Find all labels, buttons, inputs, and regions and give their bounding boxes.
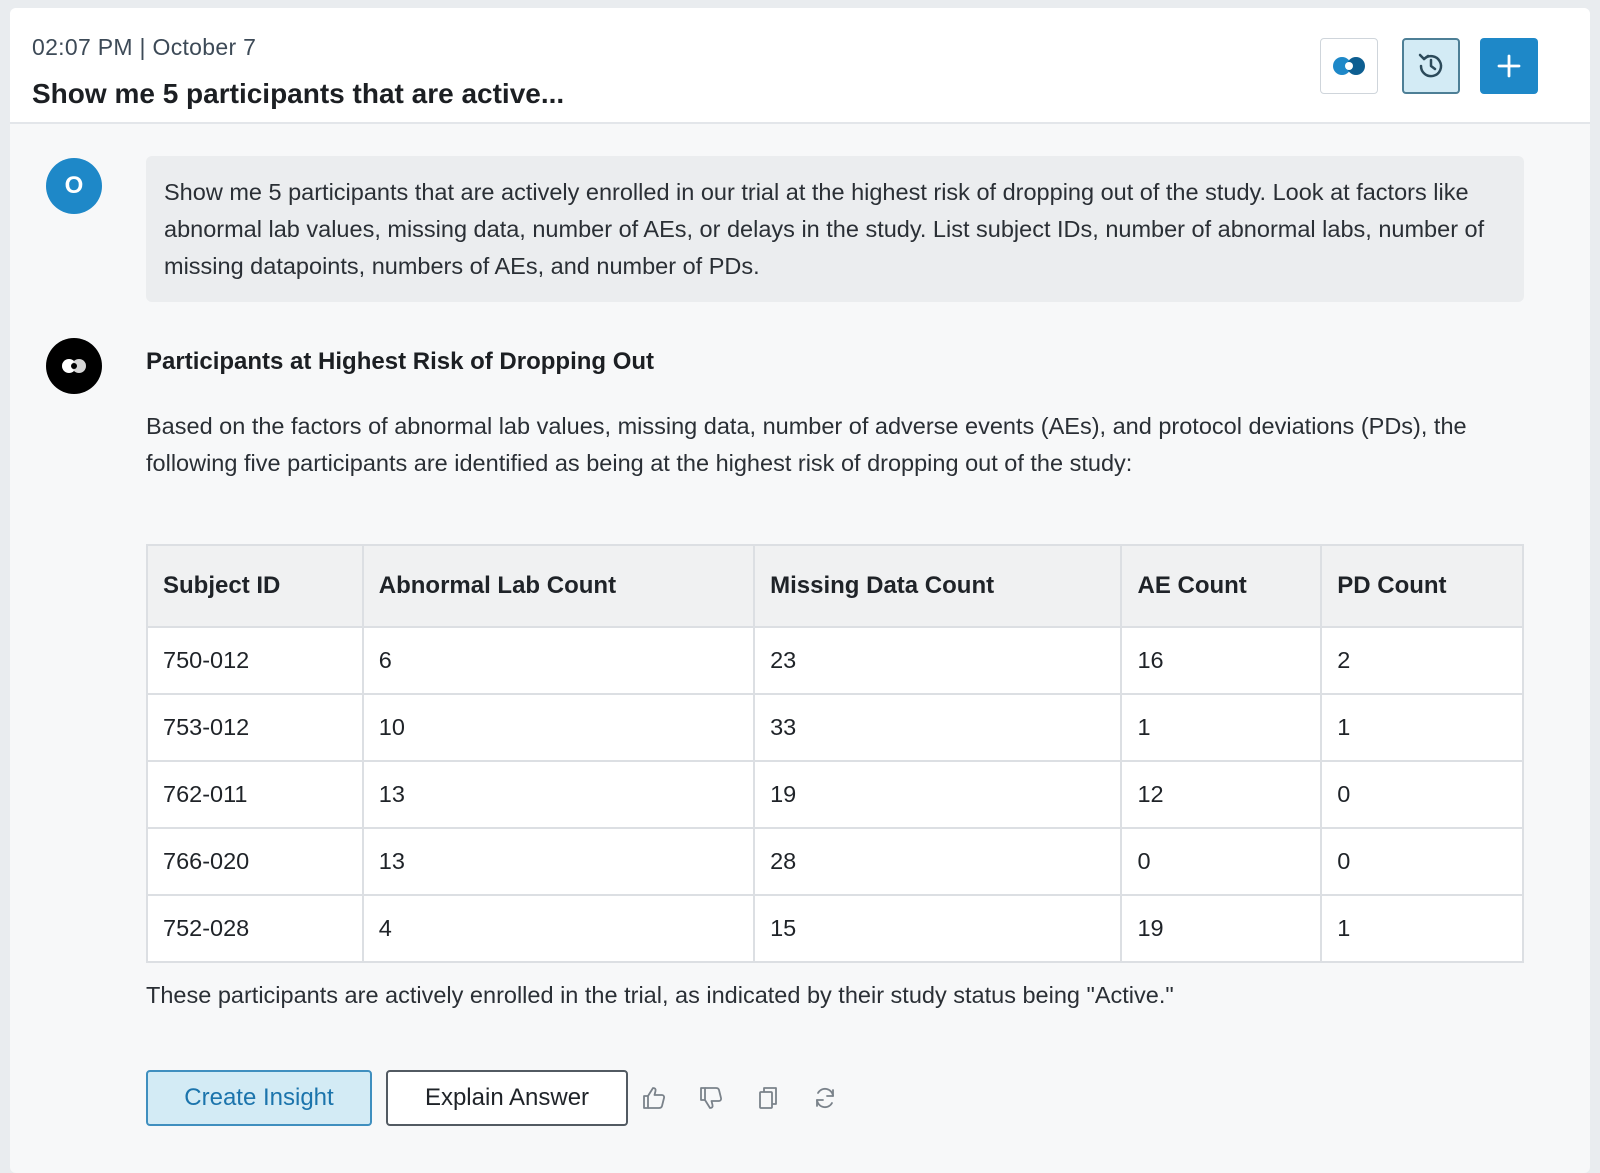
response-footer: These participants are actively enrolled in the trial, as indicated by their study status being "Active." <box>146 982 1174 1008</box>
table-row <box>147 761 1523 828</box>
table-cell: 23 <box>754 627 1121 694</box>
thumbs-down-icon <box>698 1085 724 1111</box>
table-cell: 766-020 <box>147 828 363 895</box>
table-cell: 19 <box>1121 895 1321 962</box>
table-cell: 13 <box>363 828 754 895</box>
table-cell: 0 <box>1321 761 1523 828</box>
table-cell: 762-011 <box>147 761 363 828</box>
thumbs-up-button[interactable] <box>636 1080 672 1116</box>
chat-panel <box>10 8 1590 1173</box>
column-header: AE Count <box>1121 545 1321 627</box>
regenerate-button[interactable] <box>807 1080 843 1116</box>
table-cell: 0 <box>1121 828 1321 895</box>
table-cell: 1 <box>1321 895 1523 962</box>
table-header-row <box>147 545 1523 627</box>
table-cell: 33 <box>754 694 1121 761</box>
refresh-icon <box>812 1085 838 1111</box>
table-cell: 750-012 <box>147 627 363 694</box>
table-row <box>147 828 1523 895</box>
table-row <box>147 895 1523 962</box>
column-header: PD Count <box>1321 545 1523 627</box>
table-row <box>147 627 1523 694</box>
column-header: Subject ID <box>147 545 363 627</box>
explain-answer-button[interactable]: Explain Answer <box>386 1070 628 1126</box>
logo-icon <box>1329 54 1369 78</box>
table-cell: 752-028 <box>147 895 363 962</box>
copy-icon <box>755 1085 781 1111</box>
new-chat-button[interactable] <box>1480 38 1538 94</box>
thumbs-up-icon <box>641 1085 667 1111</box>
table-cell: 753-012 <box>147 694 363 761</box>
response-title: Participants at Highest Risk of Dropping Out <box>146 348 655 375</box>
table-cell: 6 <box>363 627 754 694</box>
copy-button[interactable] <box>750 1080 786 1116</box>
logo-button[interactable] <box>1320 38 1378 94</box>
thumbs-down-button[interactable] <box>693 1080 729 1116</box>
create-insight-button[interactable]: Create Insight <box>146 1070 372 1126</box>
column-header: Abnormal Lab Count <box>363 545 754 627</box>
history-button[interactable] <box>1402 38 1460 94</box>
table-cell: 12 <box>1121 761 1321 828</box>
table-cell: 1 <box>1321 694 1523 761</box>
table-cell: 28 <box>754 828 1121 895</box>
plus-icon <box>1495 52 1523 80</box>
user-avatar: O <box>46 158 102 214</box>
table-cell: 1 <box>1121 694 1321 761</box>
conversation-title: Show me 5 participants that are active... <box>32 78 565 109</box>
user-message: Show me 5 participants that are actively enrolled in our trial at the highest risk of dropping out of the study. Look at factors like abnormal lab values, missing data, number of AEs, or delays in the study. List subject IDs, number of abnormal labs, number of missing datapoints, numbers of AEs, and number of PDs. <box>146 156 1524 302</box>
assistant-logo-icon <box>58 356 90 376</box>
history-icon <box>1415 50 1447 82</box>
risk-table <box>146 544 1524 963</box>
response-intro: Based on the factors of abnormal lab values, missing data, number of adverse events (AEs), and protocol deviations (PDs), the following five participants are identified as being at the highest risk of dropping out of the study: <box>146 413 1467 476</box>
assistant-avatar <box>46 338 102 394</box>
chat-header <box>10 8 1590 124</box>
table-cell: 13 <box>363 761 754 828</box>
table-row <box>147 694 1523 761</box>
table-cell: 4 <box>363 895 754 962</box>
table-cell: 19 <box>754 761 1121 828</box>
table-cell: 15 <box>754 895 1121 962</box>
table-cell: 0 <box>1321 828 1523 895</box>
column-header: Missing Data Count <box>754 545 1121 627</box>
timestamp: 02:07 PM | October 7 <box>32 34 257 60</box>
table-cell: 2 <box>1321 627 1523 694</box>
table-cell: 16 <box>1121 627 1321 694</box>
table-cell: 10 <box>363 694 754 761</box>
